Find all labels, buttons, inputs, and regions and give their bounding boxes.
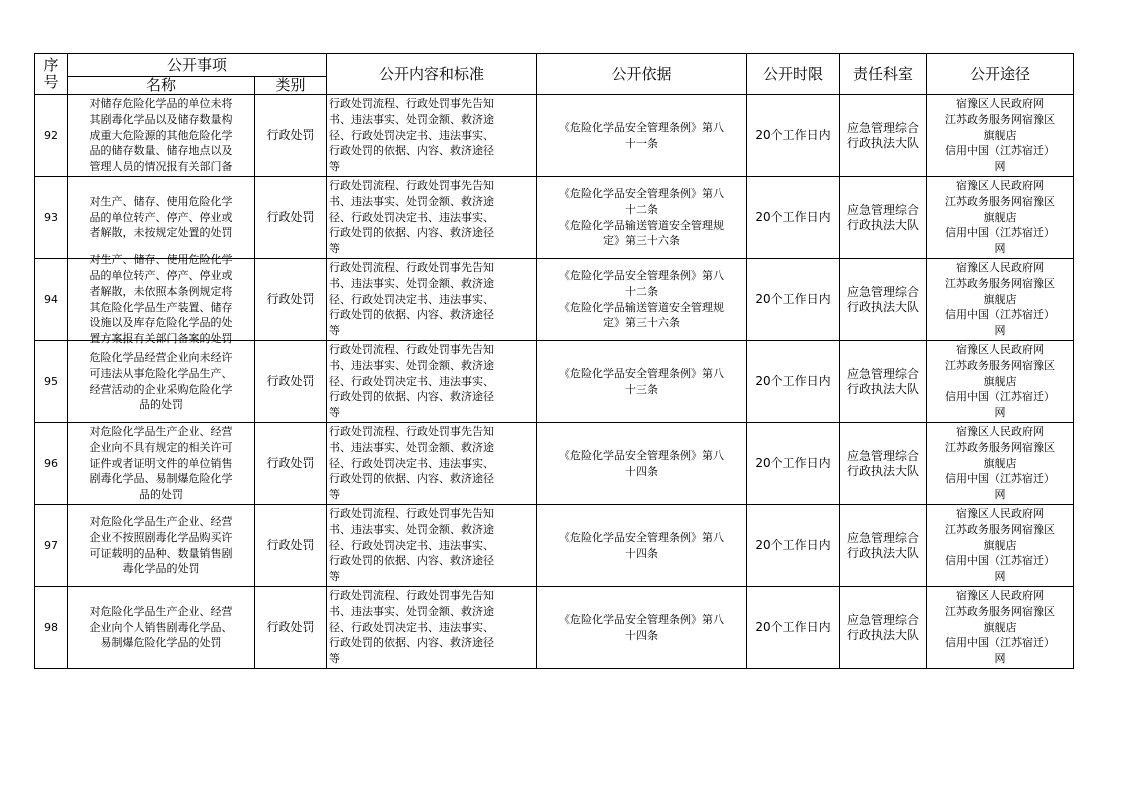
time-limit: 20个工作日内 xyxy=(755,209,831,224)
header-name: 名称 xyxy=(68,77,255,95)
item-category: 行政处罚 xyxy=(266,209,315,224)
header-time-limit: 公开时限 xyxy=(747,54,840,95)
time-limit-cell xyxy=(747,587,840,669)
item-category: 行政处罚 xyxy=(266,127,315,142)
legal-basis-cell xyxy=(537,341,747,423)
time-limit: 20个工作日内 xyxy=(755,291,831,306)
table-row xyxy=(35,177,1074,259)
item-category-cell xyxy=(255,95,327,177)
legal-basis: 《危险化学品安全管理条例》第八 十三条 xyxy=(559,366,725,396)
row-number-cell xyxy=(35,587,68,669)
disclosure-channel-cell xyxy=(927,587,1074,669)
disclosure-content: 行政处罚流程、行政处罚事先告知 书、违法事实、处罚金额、救济途 径、行政处罚决定书、违法事实、 行政处罚的依据、内容、救济途径 等 xyxy=(329,260,495,338)
row-number: 97 xyxy=(44,538,58,552)
legal-basis-cell xyxy=(537,177,747,259)
header-seq-top: 序 xyxy=(43,56,59,74)
item-name-cell xyxy=(68,177,255,259)
legal-basis-cell xyxy=(537,423,747,505)
time-limit: 20个工作日内 xyxy=(755,537,831,552)
header-channel: 公开途径 xyxy=(927,54,1074,95)
item-name: 对危险化学品生产企业、经营 企业向不具有规定的相关许可 证件或者证明文件的单位销售 剧毒化学品、易制爆危险化学 品的处罚 xyxy=(89,424,233,502)
table-row xyxy=(35,505,1074,587)
responsible-dept: 应急管理综合 行政执法大队 xyxy=(847,612,920,642)
item-name-cell xyxy=(68,505,255,587)
row-number-cell xyxy=(35,95,68,177)
disclosure-content: 行政处罚流程、行政处罚事先告知 书、违法事实、处罚金额、救济途 径、行政处罚决定书、违法事实、 行政处罚的依据、内容、救济途径 等 xyxy=(329,178,495,256)
disclosure-content: 行政处罚流程、行政处罚事先告知 书、违法事实、处罚金额、救济途 径、行政处罚决定书、违法事实、 行政处罚的依据、内容、救济途径 等 xyxy=(329,424,495,502)
table-row xyxy=(35,423,1074,505)
table-body xyxy=(35,95,1074,669)
disclosure-channel-cell xyxy=(927,259,1074,341)
header-basis: 公开依据 xyxy=(537,54,747,95)
item-name-cell xyxy=(68,423,255,505)
row-number: 92 xyxy=(44,128,58,142)
header-content: 公开内容和标准 xyxy=(327,54,537,95)
row-number-cell xyxy=(35,177,68,259)
item-category: 行政处罚 xyxy=(266,373,315,388)
item-name: 对储存危险化学品的单位未将 其剧毒化学品以及储存数量构 成重大危险源的其他危险化学 品的储存数量、储存地点以及 管理人员的情况报有关部门备 xyxy=(89,96,233,174)
legal-basis: 《危险化学品安全管理条例》第八 十二条 《危险化学品输送管道安全管理规 定》第三十六条 xyxy=(559,268,725,330)
item-category-cell xyxy=(255,423,327,505)
disclosure-channel-cell xyxy=(927,177,1074,259)
legal-basis: 《危险化学品安全管理条例》第八 十四条 xyxy=(559,612,725,642)
time-limit: 20个工作日内 xyxy=(755,619,831,634)
row-number: 98 xyxy=(44,620,58,634)
row-number: 93 xyxy=(44,210,58,224)
time-limit: 20个工作日内 xyxy=(755,455,831,470)
responsible-dept-cell xyxy=(840,177,927,259)
row-number: 95 xyxy=(44,374,58,388)
legal-basis: 《危险化学品安全管理条例》第八 十二条 《危险化学品输送管道安全管理规 定》第三十六条 xyxy=(559,186,725,248)
row-number-cell xyxy=(35,505,68,587)
responsible-dept-cell xyxy=(840,505,927,587)
row-number-cell xyxy=(35,259,68,341)
disclosure-channel: 宿豫区人民政府网 江苏政务服务网宿豫区 旗舰店 信用中国（江苏宿迁） 网 xyxy=(945,260,1056,338)
table-row xyxy=(35,95,1074,177)
legal-basis-cell xyxy=(537,587,747,669)
item-category: 行政处罚 xyxy=(266,291,315,306)
responsible-dept: 应急管理综合 行政执法大队 xyxy=(847,284,920,314)
disclosure-content-cell xyxy=(327,505,537,587)
time-limit-cell xyxy=(747,177,840,259)
responsible-dept: 应急管理综合 行政执法大队 xyxy=(847,366,920,396)
header-row-1 xyxy=(35,54,1074,77)
item-name-cell xyxy=(68,252,255,346)
legal-basis: 《危险化学品安全管理条例》第八 十四条 xyxy=(559,448,725,478)
responsible-dept-cell xyxy=(840,341,927,423)
header-public-item: 公开事项 xyxy=(68,54,327,77)
header-seq-bottom: 号 xyxy=(43,73,59,91)
header-seq xyxy=(35,54,68,95)
time-limit-cell xyxy=(747,259,840,341)
item-category-cell xyxy=(255,505,327,587)
table-row xyxy=(35,587,1074,669)
item-name: 对危险化学品生产企业、经营 企业不按照剧毒化学品购买许 可证载明的品种、数量销售剧 毒化学品的处罚 xyxy=(89,514,233,576)
item-category-cell xyxy=(255,259,327,341)
responsible-dept-cell xyxy=(840,259,927,341)
responsible-dept-cell xyxy=(840,587,927,669)
item-category: 行政处罚 xyxy=(266,537,315,552)
disclosure-table xyxy=(34,53,1074,669)
disclosure-content-cell xyxy=(327,587,537,669)
table-row xyxy=(35,259,1074,341)
disclosure-content-cell xyxy=(327,341,537,423)
disclosure-content-cell xyxy=(327,95,537,177)
responsible-dept-cell xyxy=(840,95,927,177)
row-number-cell xyxy=(35,341,68,423)
disclosure-content: 行政处罚流程、行政处罚事先告知 书、违法事实、处罚金额、救济途 径、行政处罚决定书、违法事实、 行政处罚的依据、内容、救济途径 等 xyxy=(329,588,495,666)
responsible-dept: 应急管理综合 行政执法大队 xyxy=(847,202,920,232)
item-category-cell xyxy=(255,341,327,423)
disclosure-channel-cell xyxy=(927,423,1074,505)
disclosure-content-cell xyxy=(327,423,537,505)
row-number-cell xyxy=(35,423,68,505)
table-row xyxy=(35,341,1074,423)
disclosure-channel: 宿豫区人民政府网 江苏政务服务网宿豫区 旗舰店 信用中国（江苏宿迁） 网 xyxy=(945,424,1056,502)
item-category-cell xyxy=(255,177,327,259)
time-limit-cell xyxy=(747,505,840,587)
time-limit-cell xyxy=(747,423,840,505)
disclosure-channel-cell xyxy=(927,341,1074,423)
row-number: 94 xyxy=(44,292,58,306)
item-category: 行政处罚 xyxy=(266,455,315,470)
item-category-cell xyxy=(255,587,327,669)
disclosure-channel: 宿豫区人民政府网 江苏政务服务网宿豫区 旗舰店 信用中国（江苏宿迁） 网 xyxy=(945,96,1056,174)
legal-basis-cell xyxy=(537,95,747,177)
disclosure-content: 行政处罚流程、行政处罚事先告知 书、违法事实、处罚金额、救济途 径、行政处罚决定书、违法事实、 行政处罚的依据、内容、救济途径 等 xyxy=(329,96,495,174)
disclosure-content-cell xyxy=(327,177,537,259)
disclosure-content-cell xyxy=(327,259,537,341)
time-limit-cell xyxy=(747,341,840,423)
responsible-dept-cell xyxy=(840,423,927,505)
responsible-dept: 应急管理综合 行政执法大队 xyxy=(847,448,920,478)
item-name: 危险化学品经营企业向未经许 可违法从事危险化学品生产、 经营活动的企业采购危险化学 品的处罚 xyxy=(89,350,233,412)
item-name-cell xyxy=(68,95,255,177)
time-limit: 20个工作日内 xyxy=(755,127,831,142)
responsible-dept: 应急管理综合 行政执法大队 xyxy=(847,120,920,150)
disclosure-channel: 宿豫区人民政府网 江苏政务服务网宿豫区 旗舰店 信用中国（江苏宿迁） 网 xyxy=(945,342,1056,420)
disclosure-channel: 宿豫区人民政府网 江苏政务服务网宿豫区 旗舰店 信用中国（江苏宿迁） 网 xyxy=(945,588,1056,666)
responsible-dept: 应急管理综合 行政执法大队 xyxy=(847,530,920,560)
legal-basis-cell xyxy=(537,505,747,587)
row-number: 96 xyxy=(44,456,58,470)
item-name-cell xyxy=(68,341,255,423)
header-category: 类别 xyxy=(255,77,327,95)
item-category: 行政处罚 xyxy=(266,619,315,634)
item-name: 对生产、储存、使用危险化学 品的单位转产、停产、停业或 者解散，未依照本条例规定将 其危险化学品生产装置、储存 设施以及库存危险化学品的处 置方案报有关部门备案的处罚 xyxy=(89,252,233,346)
item-name-cell xyxy=(68,587,255,669)
time-limit-cell xyxy=(747,95,840,177)
header-dept: 责任科室 xyxy=(840,54,927,95)
item-name: 对生产、储存、使用危险化学 品的单位转产、停产、停业或 者解散，未按规定处置的处罚 xyxy=(89,194,233,240)
legal-basis-cell xyxy=(537,259,747,341)
legal-basis: 《危险化学品安全管理条例》第八 十四条 xyxy=(559,530,725,560)
disclosure-channel: 宿豫区人民政府网 江苏政务服务网宿豫区 旗舰店 信用中国（江苏宿迁） 网 xyxy=(945,506,1056,584)
time-limit: 20个工作日内 xyxy=(755,373,831,388)
item-name: 对危险化学品生产企业、经营 企业向个人销售剧毒化学品、 易制爆危险化学品的处罚 xyxy=(89,604,233,650)
disclosure-content: 行政处罚流程、行政处罚事先告知 书、违法事实、处罚金额、救济途 径、行政处罚决定书、违法事实、 行政处罚的依据、内容、救济途径 等 xyxy=(329,506,495,584)
disclosure-channel: 宿豫区人民政府网 江苏政务服务网宿豫区 旗舰店 信用中国（江苏宿迁） 网 xyxy=(945,178,1056,256)
disclosure-channel-cell xyxy=(927,505,1074,587)
disclosure-content: 行政处罚流程、行政处罚事先告知 书、违法事实、处罚金额、救济途 径、行政处罚决定书、违法事实、 行政处罚的依据、内容、救济途径 等 xyxy=(329,342,495,420)
disclosure-channel-cell xyxy=(927,95,1074,177)
legal-basis: 《危险化学品安全管理条例》第八 十一条 xyxy=(559,120,725,150)
